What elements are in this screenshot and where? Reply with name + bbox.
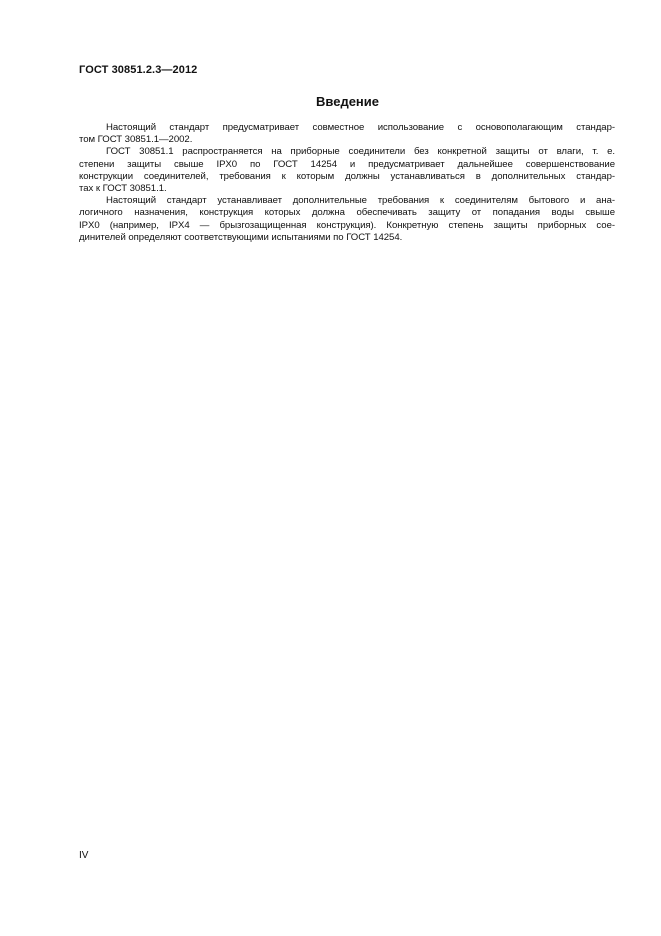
- paragraph-line: динителей определяют соответствующими испытаниями по ГОСТ 14254.: [79, 231, 403, 243]
- paragraph-line: тах к ГОСТ 30851.1.: [79, 182, 167, 194]
- paragraph-line: логичного назначения, конструкция которых должна обеспечивать защиту от попадания воды свыше: [79, 207, 615, 219]
- paragraph-line: IPX0 (например, IPX4 — брызгозащищенная конструкция). Конкретную степень защиты приборных сое-: [79, 219, 615, 231]
- introduction-body: [79, 122, 615, 244]
- section-title: [0, 94, 661, 109]
- paragraph-3: [79, 195, 615, 244]
- section-title-text: Введение: [316, 94, 379, 109]
- standard-header: ГОСТ 30851.2.3—2012: [79, 64, 198, 76]
- paragraph-line: степени защиты свыше IPX0 по ГОСТ 14254 и предусматривает дальнейшее совершенствование: [79, 158, 615, 170]
- paragraph-line: конструкции соединителей, требования к которым должны устанавливаться в дополнительных стандар-: [79, 170, 615, 182]
- paragraph-line: ГОСТ 30851.1 распространяется на приборные соединители без конкретной защиты от влаги, т. е.: [106, 146, 615, 158]
- paragraph-line: Настоящий стандарт устанавливает дополнительные требования к соединителям бытового и ана-: [106, 195, 615, 207]
- paragraph-line: том ГОСТ 30851.1—2002.: [79, 134, 193, 146]
- paragraph-2: [79, 146, 615, 195]
- paragraph-1: [79, 122, 615, 146]
- paragraph-line: Настоящий стандарт предусматривает совместное использование с основополагающим стандар-: [106, 122, 615, 133]
- page-number: IV: [79, 850, 89, 861]
